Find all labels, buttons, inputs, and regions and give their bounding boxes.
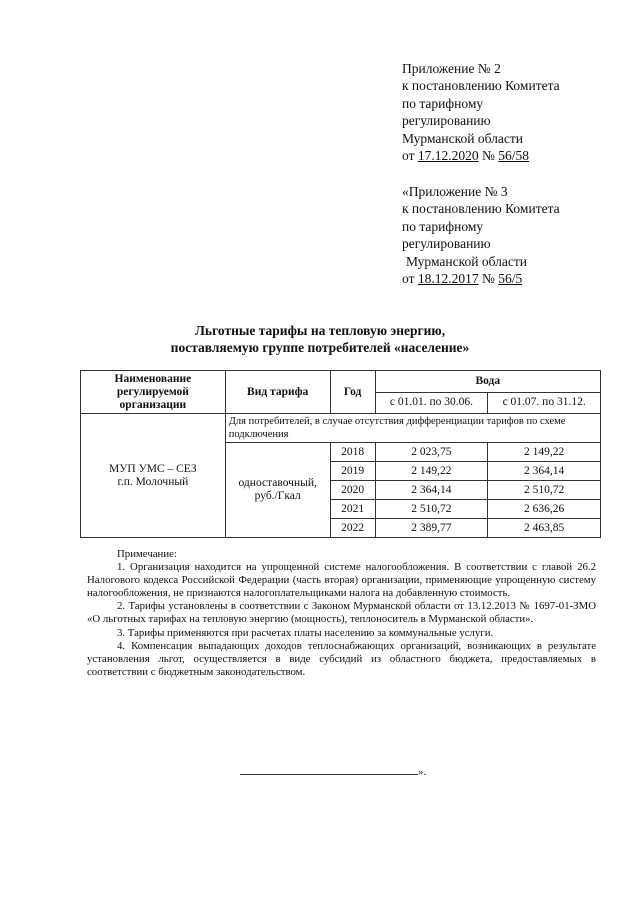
appendix-2-prefix: от [402, 148, 415, 164]
appendix-2-line-5: Мурманской области [402, 130, 523, 146]
header-year: Год [330, 371, 375, 414]
row-year: 2022 [330, 519, 375, 538]
table-header-row [81, 371, 601, 393]
tariff-type-line-2: руб./Гкал [254, 490, 301, 502]
appendix-2-line-3: по тарифному [402, 95, 484, 111]
header-water: Вода [375, 371, 600, 393]
appendix-3-prefix: от [402, 271, 415, 287]
row-period-2-value: 2 463,85 [488, 519, 601, 538]
condition-cell: Для потребителей, в случае отсутствия дифференциации тарифов по схеме подключения [225, 414, 600, 443]
appendix-2-date-line [402, 147, 560, 164]
appendix-3-line-2: к постановлению Комитета [402, 201, 560, 217]
appendix-2-line-2: к постановлению Комитета [402, 78, 560, 94]
title-line-1: Льготные тарифы на тепловую энергию, [194, 323, 446, 338]
row-period-2-value: 2 364,14 [488, 462, 601, 481]
note-item-1: 1. Организация находится на упрощенной системе налогообложения. В соответствии с главой 26.2 Налогового кодекса Российской Федерации (часть вторая) организации, применяющие упрощенную систему налогообложения, не признаются налогоплательщиками налога на добавленную стоимость. [87, 561, 596, 600]
appendix-2-line-4: регулированию [402, 113, 491, 129]
appendix-3-line-1: «Приложение № 3 [402, 184, 508, 199]
appendix-3-number: 56/5 [498, 271, 523, 287]
appendix-3-number-label: № [481, 271, 495, 287]
row-year: 2019 [330, 462, 375, 481]
row-year: 2018 [330, 443, 375, 462]
row-period-1-value: 2 510,72 [375, 500, 488, 519]
table-condition-row [81, 414, 601, 443]
tariff-table [80, 370, 601, 538]
closing-quote: ». [418, 766, 427, 778]
notes-heading: Примечание: [117, 548, 177, 560]
appendix-2-date: 17.12.2020 [417, 148, 479, 164]
note-item-4: 4. Компенсация выпадающих доходов теплоснабжающих организаций, возникающих в результате установления льгот, осуществляется в виде субсидий из областного бюджета, предоставляемых в соответствии с бюджетным законодательством. [87, 639, 596, 678]
note-item-2: 2. Тарифы установлены в соответствии с Законом Мурманской области от 13.12.2013 № 1697-01-ЗМО «О льготных тарифах на тепловую энергию (мощность), теплоноситель в Мурманской области». [87, 600, 596, 626]
appendix-3-line-5: Мурманской области [406, 253, 527, 269]
row-period-1-value: 2 389,77 [375, 519, 488, 538]
tariff-type-cell [225, 443, 330, 538]
appendix-2-line-1: Приложение № 2 [402, 61, 501, 76]
row-period-2-value: 2 510,72 [488, 481, 601, 500]
row-period-1-value: 2 364,14 [375, 481, 488, 500]
header-period-1: с 01.01. по 30.06. [375, 392, 488, 414]
note-item-3: 3. Тарифы применяются при расчетах платы населению за коммунальные услуги. [117, 626, 494, 639]
tariff-type-line-1: одноставочный, [238, 477, 317, 489]
header-period-2: с 01.07. по 31.12. [488, 392, 601, 414]
org-name-cell [81, 414, 226, 538]
document-title [0, 322, 640, 356]
appendix-2-number: 56/58 [498, 148, 530, 164]
appendix-2-header [402, 60, 560, 164]
title-line-2: поставляемую группе потребителей «население» [170, 340, 470, 355]
header-org: Наименование регулируемой организации [81, 371, 226, 414]
row-year: 2021 [330, 500, 375, 519]
row-period-1-value: 2 149,22 [375, 462, 488, 481]
notes-section [87, 548, 596, 679]
appendix-3-date-line [402, 270, 560, 287]
appendix-3-line-3: по тарифному [402, 218, 484, 234]
closing-line [240, 764, 426, 778]
row-period-2-value: 2 636,26 [488, 500, 601, 519]
appendix-3-header [402, 183, 560, 287]
signature-blank [240, 764, 418, 775]
header-tariff-type: Вид тарифа [225, 371, 330, 414]
row-year: 2020 [330, 481, 375, 500]
appendix-3-date: 18.12.2017 [417, 271, 479, 287]
appendix-3-line-4: регулированию [402, 236, 491, 252]
org-name-line-2: г.п. Молочный [117, 475, 189, 488]
appendix-2-number-label: № [481, 148, 495, 164]
row-period-2-value: 2 149,22 [488, 443, 601, 462]
row-period-1-value: 2 023,75 [375, 443, 488, 462]
org-name-line-1: МУП УМС – СЕЗ [109, 462, 197, 475]
